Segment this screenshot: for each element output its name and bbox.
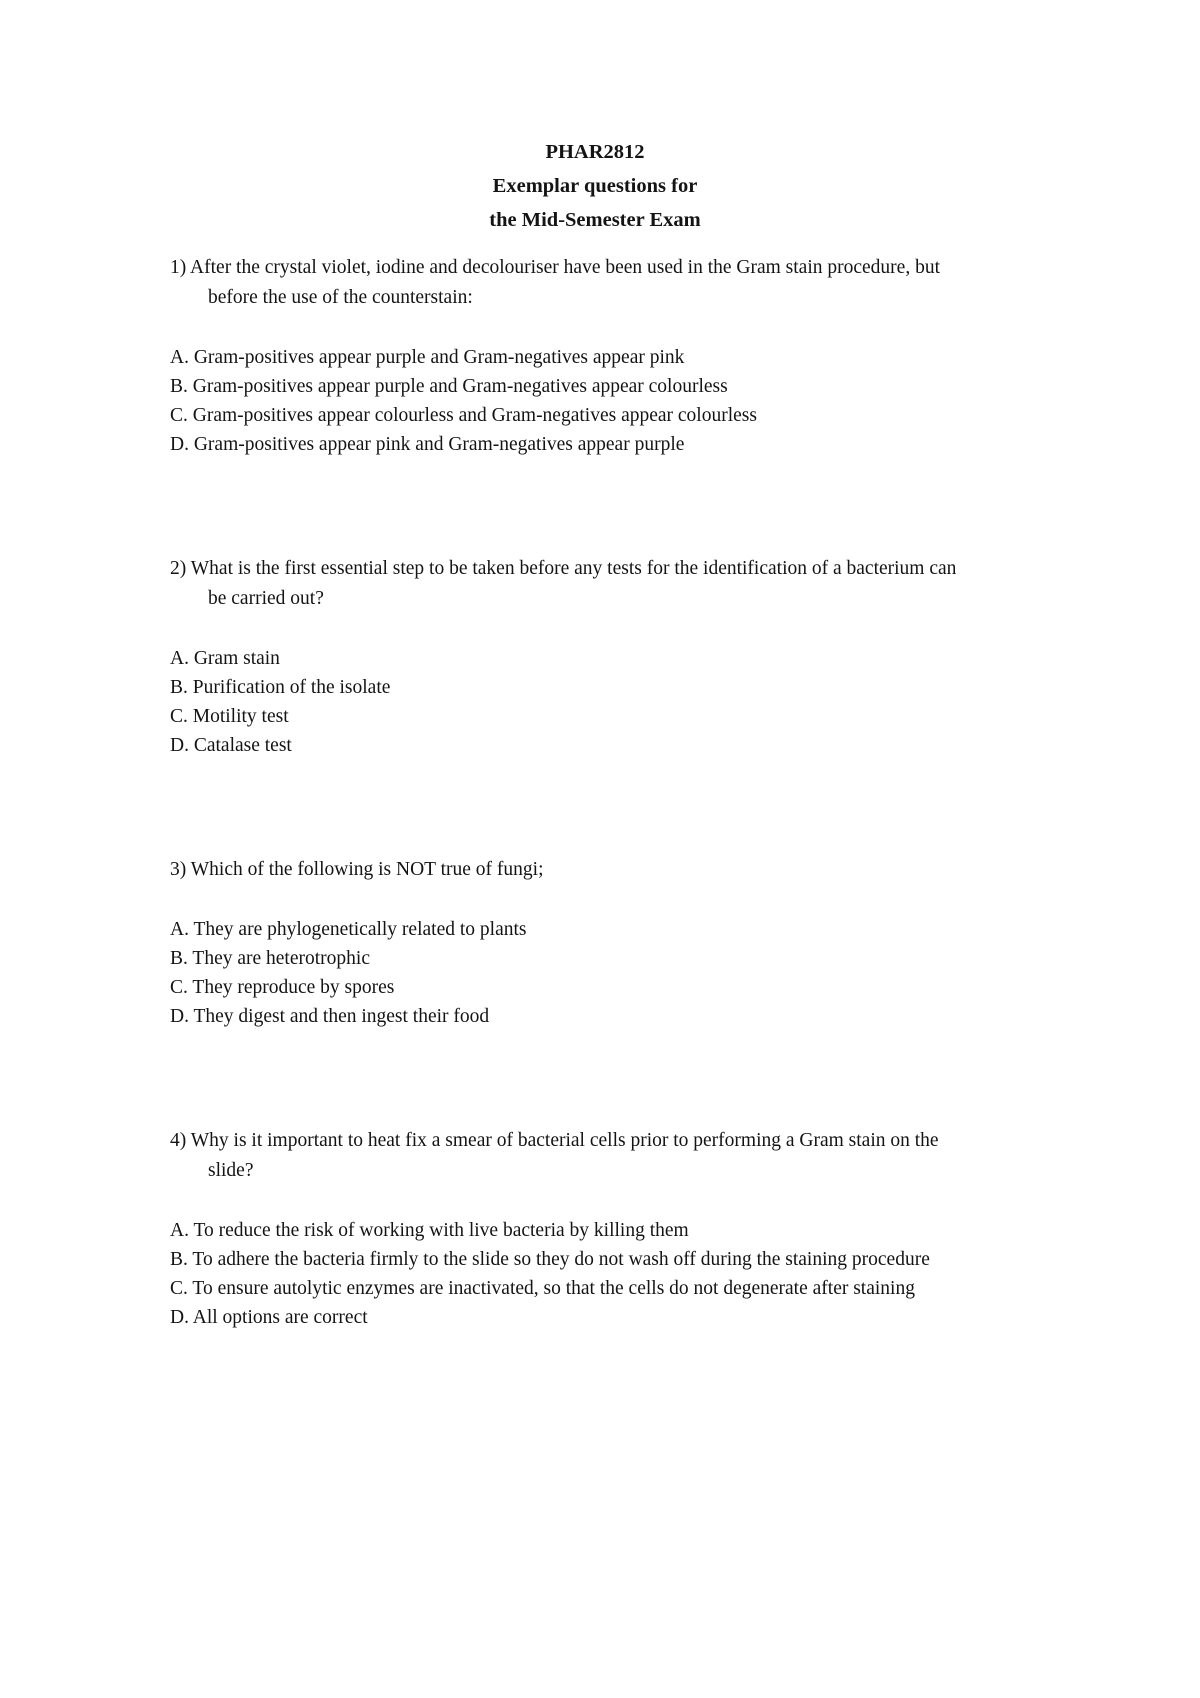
title-subtitle-line-1: Exemplar questions for xyxy=(492,175,698,197)
question-3-option-d: D. They digest and then ingest their food xyxy=(170,1006,490,1027)
question-4-option-a: A. To reduce the risk of working with live bacteria by killing them xyxy=(170,1220,689,1241)
question-1 xyxy=(170,253,960,459)
question-3-option-a: A. They are phylogenetically related to plants xyxy=(170,919,527,940)
question-1-option-b: B. Gram-positives appear purple and Gram-negatives appear colourless xyxy=(170,376,728,397)
question-1-text: 1) After the crystal violet, iodine and decolouriser have been used in the Gram stain procedure, but before the use of the counterstain: xyxy=(170,257,940,308)
question-4-option-c: C. To ensure autolytic enzymes are inactivated, so that the cells do not degenerate after staining xyxy=(170,1278,915,1299)
question-1-option-a: A. Gram-positives appear purple and Gram-negatives appear pink xyxy=(170,347,685,368)
question-3-option-c: C. They reproduce by spores xyxy=(170,977,395,998)
document-title xyxy=(170,135,1020,237)
question-1-options xyxy=(170,343,960,459)
question-3-text: 3) Which of the following is NOT true of fungi; xyxy=(170,859,544,880)
title-course-code: PHAR2812 xyxy=(545,141,645,163)
questions-list xyxy=(170,253,960,1332)
question-2-option-c: C. Motility test xyxy=(170,706,289,727)
question-4-text: 4) Why is it important to heat fix a smear of bacterial cells prior to performing a Gram stain on the slide? xyxy=(170,1130,939,1181)
question-4-option-d: D. All options are correct xyxy=(170,1307,368,1328)
question-2 xyxy=(170,554,960,760)
question-1-option-c: C. Gram-positives appear colourless and Gram-negatives appear colourless xyxy=(170,405,757,426)
question-3 xyxy=(170,855,960,1031)
question-4-options xyxy=(170,1216,960,1332)
question-3-options xyxy=(170,915,960,1031)
question-2-option-a: A. Gram stain xyxy=(170,648,280,669)
question-2-options xyxy=(170,644,960,760)
question-4 xyxy=(170,1126,960,1332)
title-subtitle-line-2: the Mid-Semester Exam xyxy=(489,209,701,231)
question-3-option-b: B. They are heterotrophic xyxy=(170,948,370,969)
question-2-option-b: B. Purification of the isolate xyxy=(170,677,391,698)
question-4-option-b: B. To adhere the bacteria firmly to the slide so they do not wash off during the staining procedure xyxy=(170,1249,930,1270)
question-1-option-d: D. Gram-positives appear pink and Gram-negatives appear purple xyxy=(170,434,685,455)
question-2-option-d: D. Catalase test xyxy=(170,735,292,756)
question-2-text: 2) What is the first essential step to be taken before any tests for the identification of a bacterium can be carried out? xyxy=(170,558,957,609)
